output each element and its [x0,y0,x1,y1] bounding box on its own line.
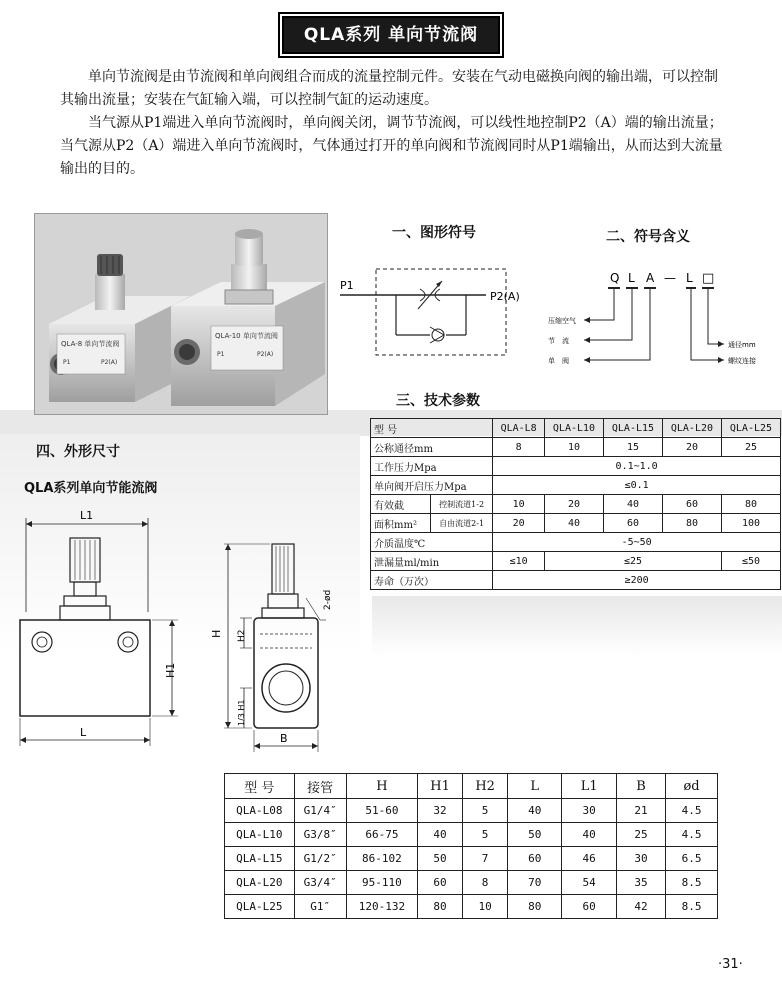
dim-cell: G1/4″ [294,799,346,823]
dim-cell: 40 [418,823,463,847]
dim-cell: 60 [418,871,463,895]
dim-cell: 120-132 [346,895,417,919]
dim-cell: 40 [562,823,617,847]
dim-cell: 80 [418,895,463,919]
product-photo [34,213,328,415]
tech-leak-label: 泄漏量ml/min [371,552,493,571]
tech-leak-cell: ≤50 [721,552,780,571]
code-letter-a: A [646,271,655,285]
table-row [371,571,781,590]
dim-cell: 66-75 [346,823,417,847]
tech-bore-label: 公称通径mm [371,438,493,457]
code-letter-l: L [628,271,635,285]
dim-cell: 35 [617,871,666,895]
drawing-h1-label: H1 [164,662,177,678]
dim-cell: 60 [508,847,562,871]
dim-cell: 8 [463,871,508,895]
table-row [225,847,718,871]
table-header-row [225,774,718,799]
dim-cell: 42 [617,895,666,919]
photo-label-left: QLA-8 单向节流阀 [61,340,120,348]
dim-cell: 8.5 [666,871,718,895]
photo-port-p1-right: P1 [217,351,225,358]
tech-free-cell: 80 [662,514,721,533]
table-row [371,533,781,552]
dim-cell: 51-60 [346,799,417,823]
drawing-h1-third-label: 1/3 H1 [237,699,246,726]
section-meaning-heading: 二、符号含义 [606,229,690,245]
tech-area-label-1: 有效截 [371,495,431,514]
page-number: ·31· [718,957,743,972]
drawing-d-label: 2-ød [323,589,333,610]
table-row [371,419,781,438]
dim-cell: QLA-L10 [225,823,295,847]
dim-header-model: 型 号 [225,774,295,799]
dim-cell: 50 [418,847,463,871]
tech-bore-cell: 20 [662,438,721,457]
dim-cell: 30 [617,847,666,871]
drawing-h-label: H [210,629,223,638]
dim-header-l1: L1 [562,774,617,799]
tech-bore-cell: 10 [545,438,604,457]
tech-model-cell: QLA-L10 [545,419,604,438]
code-letter-l2: L [686,271,693,285]
tech-bore-cell: 15 [603,438,662,457]
dim-cell: 7 [463,847,508,871]
tech-pressure-value: 0.1~1.0 [493,457,781,476]
dim-cell: 46 [562,847,617,871]
side-view-drawing [200,538,350,762]
dim-cell: 25 [617,823,666,847]
tech-ctrl-cell: 10 [493,495,545,514]
dim-cell: 5 [463,799,508,823]
table-row [371,552,781,571]
dim-header-b: B [617,774,666,799]
table-row [225,895,718,919]
code-dash: — [664,271,676,285]
dim-cell: 21 [617,799,666,823]
dim-header-h2: H2 [463,774,508,799]
dim-cell: 54 [562,871,617,895]
dim-cell: QLA-L20 [225,871,295,895]
code-label-thread: 螺纹连接 [728,357,756,365]
dim-cell: 70 [508,871,562,895]
dim-cell: G1/2″ [294,847,346,871]
dim-cell: G3/8″ [294,823,346,847]
photo-port-p2-right: P2(A) [257,351,274,358]
table-row [371,438,781,457]
dim-cell: QLA-L15 [225,847,295,871]
section-tech-heading: 三、技术参数 [396,393,480,409]
intro-text [60,66,730,181]
table-row [371,457,781,476]
table-row [225,823,718,847]
graphic-symbol [340,255,540,370]
dim-cell: 8.5 [666,895,718,919]
dim-header-pipe: 接管 [294,774,346,799]
tech-ctrl-cell: 60 [662,495,721,514]
dim-cell: 86-102 [346,847,417,871]
dim-header-d: ød [666,774,718,799]
tech-free-label: 自由流道2-1 [430,514,492,533]
tech-model-cell: QLA-L20 [662,419,721,438]
code-label-check: 单 阀 [548,357,569,365]
dim-cell: 60 [562,895,617,919]
tech-leak-cell: ≤25 [545,552,722,571]
front-view-drawing [18,500,200,762]
drawing-l1-label: L1 [80,509,94,522]
dim-header-h: H [346,774,417,799]
code-box: □ [702,271,715,286]
drawing-l-label: L [80,726,87,739]
tech-area-label-2: 面积mm² [371,514,431,533]
dim-cell: 40 [508,799,562,823]
tech-open-value: ≤0.1 [493,476,781,495]
intro-paragraph-2: 当气源从P1端进入单向节流阀时，单向阀关闭，调节节流阀，可以线性地控制P2（A）端的输出流量；当气源从P2（A）端进入单向节流阀时，气体通过打开的单向阀和节流阀同时从P1端输出，从而达到大流量输出的目的。 [60,115,723,177]
photo-port-p1-left: P1 [63,359,71,366]
dim-cell: 95-110 [346,871,417,895]
dim-cell: QLA-L08 [225,799,295,823]
tech-ctrl-cell: 40 [603,495,662,514]
table-row [371,476,781,495]
page-title: QLA系列 单向节流阀 [282,16,500,54]
tech-model-cell: QLA-L8 [493,419,545,438]
tech-model-cell: QLA-L25 [721,419,780,438]
section-dims-heading: 四、外形尺寸 [36,444,120,460]
table-row [371,514,781,533]
tech-free-cell: 60 [603,514,662,533]
dim-cell: 4.5 [666,823,718,847]
photo-label-right: QLA-10 单向节流阀 [215,332,278,340]
dim-header-l: L [508,774,562,799]
dim-cell: 32 [418,799,463,823]
dim-cell: 5 [463,823,508,847]
table-row [371,495,781,514]
tech-bore-cell: 25 [721,438,780,457]
code-meaning-diagram [540,266,782,376]
gray-fade-right [372,596,782,656]
dim-cell: 80 [508,895,562,919]
tech-leak-cell: ≤10 [493,552,545,571]
tech-ctrl-cell: 80 [721,495,780,514]
dim-cell: 4.5 [666,799,718,823]
dimension-table [224,773,718,919]
dim-cell: 6.5 [666,847,718,871]
drawing-b-label: B [280,732,288,745]
symbol-p1-label: P1 [340,279,354,292]
dim-header-h1: H1 [418,774,463,799]
tech-free-cell: 100 [721,514,780,533]
tech-temp-label: 介质温度℃ [371,533,493,552]
tech-model-cell: QLA-L15 [603,419,662,438]
dim-cell: G3/4″ [294,871,346,895]
product-photo-illustration [35,214,327,414]
tech-bore-cell: 8 [493,438,545,457]
dim-cell: 50 [508,823,562,847]
dimension-table-body [225,799,718,919]
dim-cell: 10 [463,895,508,919]
code-label-bore: 通径mm [728,341,756,349]
tech-ctrl-label: 控制流道1-2 [430,495,492,514]
tech-free-cell: 40 [545,514,604,533]
tech-life-value: ≥200 [493,571,781,590]
drawing-h2-label: H2 [237,629,247,642]
dim-cell: QLA-L25 [225,895,295,919]
code-label-throttle: 节 流 [548,337,569,345]
table-row [225,871,718,895]
table-row [225,799,718,823]
dim-cell: 30 [562,799,617,823]
tech-model-label: 型 号 [371,419,493,438]
code-letter-q: Q [610,271,620,285]
section-symbol-heading: 一、图形符号 [392,225,476,241]
tech-open-label: 单向阀开启压力Mpa [371,476,493,495]
code-label-air: 压缩空气 [548,317,576,325]
dim-cell: G1″ [294,895,346,919]
symbol-p2-label: P2(A) [490,290,520,303]
dims-caption: QLA系列单向节能流阀 [24,481,158,496]
tech-ctrl-cell: 20 [545,495,604,514]
tech-life-label: 寿命（万次） [371,571,493,590]
intro-paragraph-1: 单向节流阀是由节流阀和单向阀组合而成的流量控制元件。安装在气动电磁换向阀的输出端，可以控制其输出流量；安装在气缸输入端，可以控制气缸的运动速度。 [60,69,718,108]
photo-port-p2-left: P2(A) [101,359,118,366]
tech-pressure-label: 工作压力Mpa [371,457,493,476]
tech-params-table [370,418,781,590]
tech-free-cell: 20 [493,514,545,533]
tech-temp-value: -5~50 [493,533,781,552]
